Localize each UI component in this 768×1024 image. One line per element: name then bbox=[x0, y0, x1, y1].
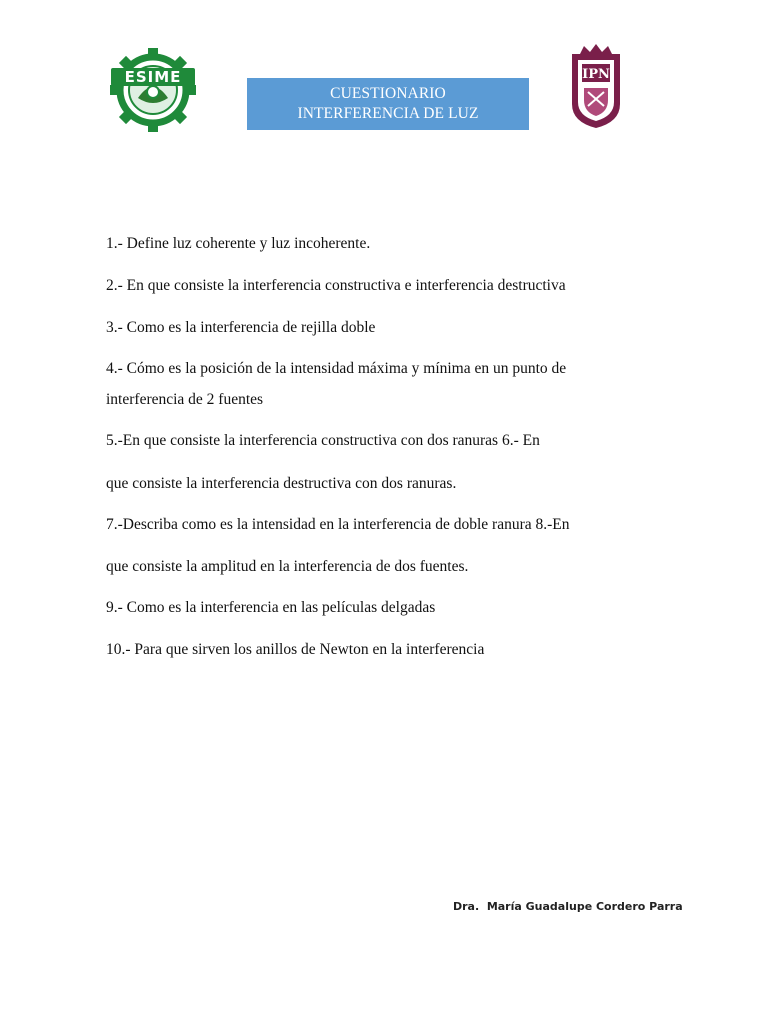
question-10: 10.- Para que sirven los anillos de Newton en la interferencia bbox=[106, 641, 485, 658]
question-4-line-1: 4.- Cómo es la posición de la intensidad máxima y mínima en un punto de bbox=[106, 360, 567, 377]
question-7-line-2: que consiste la amplitud en la interferencia de dos fuentes. bbox=[106, 558, 469, 575]
title-line-1: CUESTIONARIO bbox=[330, 85, 446, 102]
esime-logo bbox=[108, 46, 198, 134]
esime-gear-logo-icon bbox=[108, 46, 198, 134]
question-2: 2.- En que consiste la interferencia constructiva e interferencia destructiva bbox=[106, 277, 566, 294]
svg-text:IPN: IPN bbox=[582, 67, 610, 82]
question-4-line-2: interferencia de 2 fuentes bbox=[106, 391, 264, 408]
question-5-line-1: 5.-En que consiste la interferencia constructiva con dos ranuras 6.- En bbox=[106, 432, 540, 449]
ipn-shield-logo-icon bbox=[566, 44, 626, 130]
question-7-line-1: 7.-Describa como es la intensidad en la interferencia de doble ranura 8.-En bbox=[106, 516, 570, 533]
author-signature: Dra. María Guadalupe Cordero Parra bbox=[453, 900, 683, 913]
question-3: 3.- Como es la interferencia de rejilla doble bbox=[106, 319, 376, 336]
title-line-2: INTERFERENCIA DE LUZ bbox=[297, 105, 479, 122]
title-box bbox=[247, 78, 529, 130]
question-1: 1.- Define luz coherente y luz incoherente. bbox=[106, 235, 371, 252]
question-5-line-2: que consiste la interferencia destructiva con dos ranuras. bbox=[106, 475, 457, 492]
question-9: 9.- Como es la interferencia en las películas delgadas bbox=[106, 599, 436, 616]
ipn-logo bbox=[566, 44, 626, 130]
svg-text:ESIME: ESIME bbox=[124, 68, 182, 86]
